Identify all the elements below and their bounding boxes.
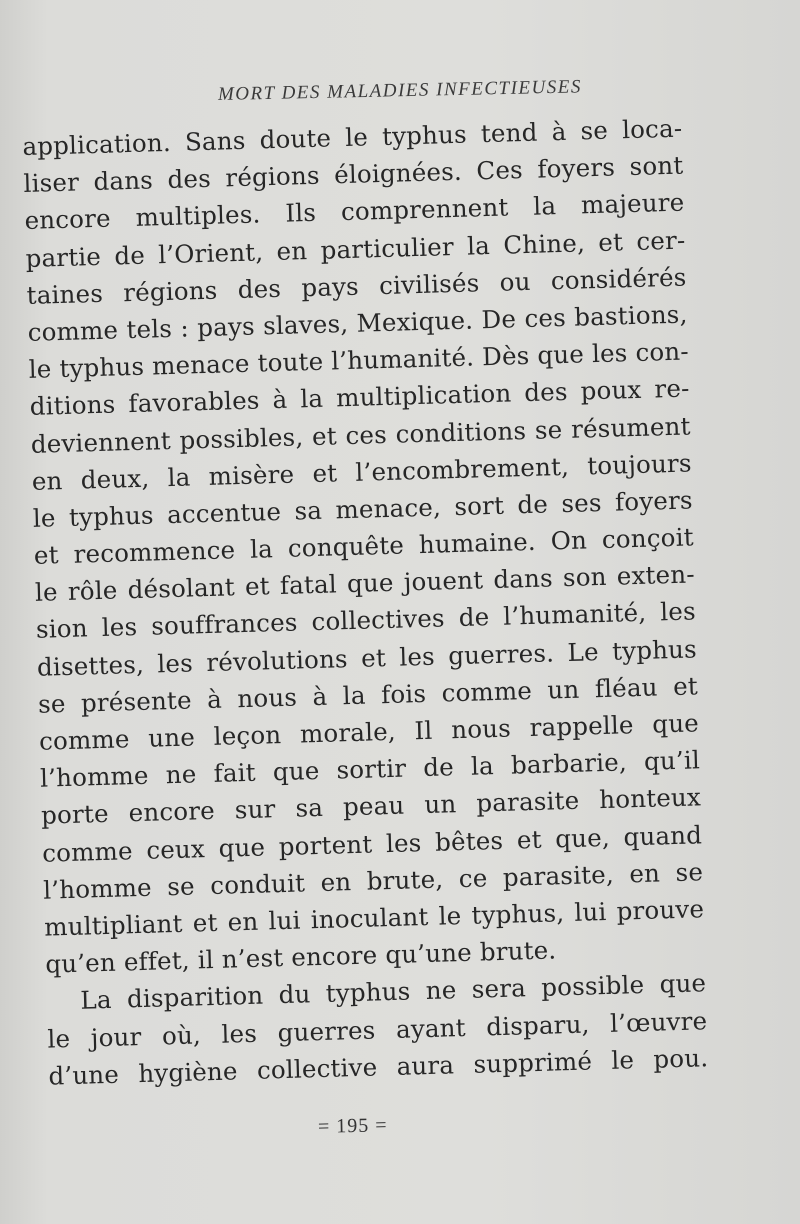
paragraph-1: [22, 110, 706, 983]
text-line: l’homme ne fait que sortir de la barbarie, qu’il: [39, 745, 701, 793]
text-line: en deux, la misère et l’encombrement, toujours: [31, 448, 693, 496]
text-line: application. Sans doute le typhus tend à se loca-: [22, 113, 683, 161]
text-line: et recommence la conquête humaine. On conçoit: [33, 522, 695, 570]
text-line: partie de l’Orient, en particulier la Chine, et cer-: [25, 225, 686, 273]
text-line: encore multiples. Ils comprennent la majeure: [24, 187, 685, 236]
body-text: [22, 110, 709, 1095]
text-line: le jour où, les guerres ayant disparu, l’œuvre: [47, 1005, 708, 1054]
text-line: ditions favorables à la multiplication des poux re-: [29, 373, 690, 422]
text-line: l’homme se conduit en brute, ce parasite, en se: [42, 857, 704, 905]
running-head: MORT DES MALADIES INFECTIEUSES: [217, 76, 583, 105]
text-line: sion les souffrances collectives de l’humanité, les: [35, 596, 697, 645]
text-line: disettes, les révolutions et les guerres. Le typhus: [36, 633, 698, 682]
text-line: d’une hygiène collective aura supprimé le pou.: [48, 1042, 709, 1091]
text-line: le typhus menace toute l’humanité. Dès que les con-: [28, 336, 690, 385]
page-number: = 195 =: [317, 1114, 388, 1138]
text-line: multipliant et en lui inoculant le typhus, lui prouve: [43, 894, 705, 942]
text-line: liser dans des régions éloignées. Ces foyers sont: [23, 150, 684, 199]
text-line: se présente à nous à la fois comme un fléau et: [37, 671, 699, 719]
text-line: porte encore sur sa peau un parasite honteux: [40, 782, 702, 831]
text-line: le typhus accentue sa menace, sort de ses foyers: [32, 485, 694, 533]
text-line: comme ceux que portent les bêtes et que, quand: [41, 819, 703, 868]
paragraph-2: [46, 965, 709, 1095]
text-line: taines régions des pays civilisés ou considérés: [26, 262, 687, 310]
text-line: qu’en effet, il n’est encore qu’une brute.: [44, 935, 557, 979]
text-line: comme une leçon morale, Il nous rappelle que: [38, 708, 700, 756]
text-line: comme tels : pays slaves, Mexique. De ces bastions,: [27, 299, 688, 347]
text-line: le rôle désolant et fatal que jouent dans son exten-: [34, 559, 696, 608]
text-line: La disparition du typhus ne sera possible que: [79, 968, 707, 1016]
text-line: deviennent possibles, et ces conditions se résument: [30, 410, 691, 459]
